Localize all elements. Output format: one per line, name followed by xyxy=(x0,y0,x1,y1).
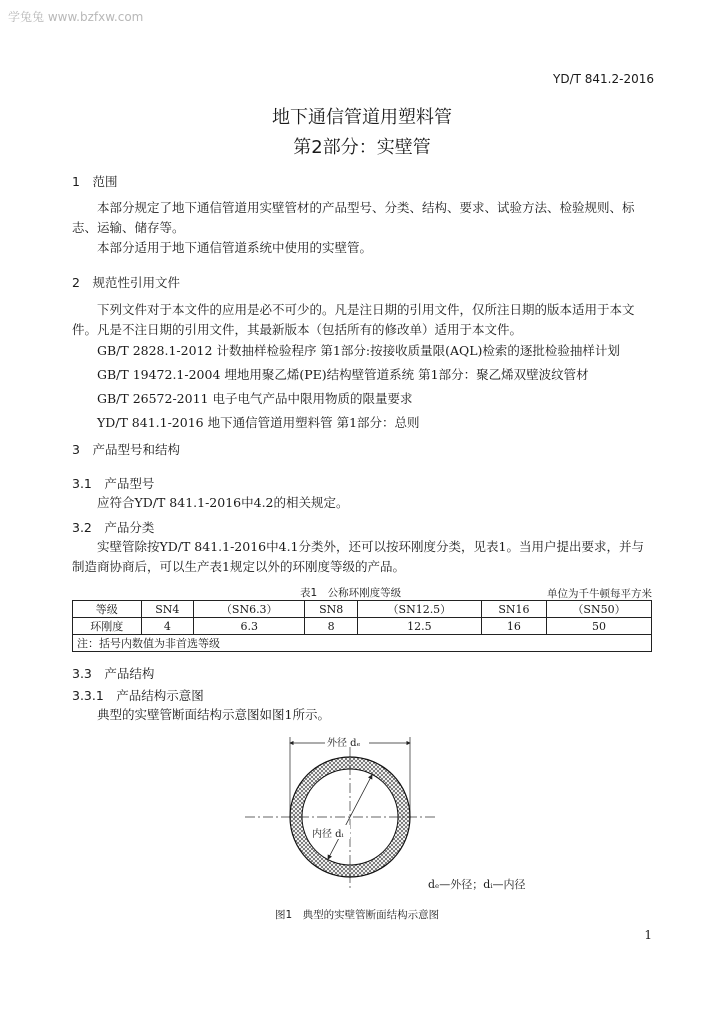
section-2-paragraph: 下列文件对于本文件的应用是必不可少的。凡是注日期的引用文件，仅所注日期的版本适用于本文件。凡是不注日期的引用文件，其最新版本（包括所有的修改单）适用于本文件。 xyxy=(72,302,635,337)
section-3-2-heading: 3.2 产品分类 xyxy=(72,520,155,535)
table-note: 注：括号内数值为非首选等级 xyxy=(73,635,652,652)
reference-item: GB/T 26572-2011 电子电气产品中限用物质的限量要求 xyxy=(97,391,413,406)
watermark: 学兔兔 www.bzfxw.com xyxy=(8,10,144,24)
section-1-heading: 1 范围 xyxy=(72,174,118,189)
outer-diameter-label: 外径 dₑ xyxy=(327,738,361,749)
standard-number: YD/T 841.2-2016 xyxy=(553,72,654,86)
section-3-2-text: 实壁管除按YD/T 841.1-2016中4.1分类外，还可以按环刚度分类，见表1。当用户提出要求，并与制造商协商后，可以生产表1规定以外的环刚度等级的产品。 xyxy=(72,539,644,574)
stiffness-cell: 6.3 xyxy=(194,618,305,635)
reference-item: GB/T 19472.1-2004 埋地用聚乙烯(PE)结构壁管道系统 第1部分：聚乙烯双壁波纹管材 xyxy=(97,367,589,382)
grade-cell: （SN6.3） xyxy=(194,601,305,618)
stiffness-cell: 16 xyxy=(481,618,546,635)
section-3-3-1-heading: 3.3.1 产品结构示意图 xyxy=(72,688,204,703)
stiffness-cell: 50 xyxy=(547,618,652,635)
figure-caption: 图1 典型的实壁管断面结构示意图 xyxy=(275,909,440,921)
section-1-paragraph: 本部分规定了地下通信管道用实壁管材的产品型号、分类、结构、要求、试验方法、检验规则、标志、运输、储存等。 xyxy=(72,200,635,235)
table-caption: 表1 公称环刚度等级 xyxy=(300,587,402,599)
table-unit: 单位为千牛顿每平方米 xyxy=(547,588,652,600)
section-2-heading: 2 规范性引用文件 xyxy=(72,275,180,290)
section-3-3-1-text: 典型的实壁管断面结构示意图如图1所示。 xyxy=(97,707,330,722)
doc-title: 地下通信管道用塑料管 xyxy=(272,107,452,128)
table-row xyxy=(73,601,652,618)
stiffness-cell: 4 xyxy=(141,618,194,635)
section-3-1-text: 应符合YD/T 841.1-2016中4.2的相关规定。 xyxy=(97,495,349,510)
grade-cell: （SN50） xyxy=(547,601,652,618)
table-row xyxy=(73,618,652,635)
section-1-scope: 本部分适用于地下通信管道系统中使用的实壁管。 xyxy=(97,240,373,255)
grade-cell: （SN12.5） xyxy=(357,601,481,618)
doc-subtitle: 第2部分：实壁管 xyxy=(293,137,431,158)
page-number: 1 xyxy=(644,928,652,942)
grade-cell: SN4 xyxy=(141,601,194,618)
section-3-heading: 3 产品型号和结构 xyxy=(72,442,180,457)
stiffness-table xyxy=(72,600,652,652)
inner-diameter-label: 内径 dᵢ xyxy=(312,829,344,840)
table-row xyxy=(73,635,652,652)
section-3-3-heading: 3.3 产品结构 xyxy=(72,666,155,681)
pipe-cross-section-figure xyxy=(240,725,440,895)
section-3-1-heading: 3.1 产品型号 xyxy=(72,476,155,491)
stiffness-cell: 8 xyxy=(305,618,358,635)
figure-legend: dₑ—外径；dᵢ—内径 xyxy=(428,878,526,891)
row-label-stiffness: 环刚度 xyxy=(73,618,142,635)
row-label-grade: 等级 xyxy=(73,601,142,618)
grade-cell: SN8 xyxy=(305,601,358,618)
reference-item: GB/T 2828.1-2012 计数抽样检验程序 第1部分:按接收质量限(AQL)检索的逐批检验抽样计划 xyxy=(97,343,620,358)
stiffness-cell: 12.5 xyxy=(357,618,481,635)
reference-item: YD/T 841.1-2016 地下通信管道用塑料管 第1部分：总则 xyxy=(97,415,420,430)
grade-cell: SN16 xyxy=(481,601,546,618)
